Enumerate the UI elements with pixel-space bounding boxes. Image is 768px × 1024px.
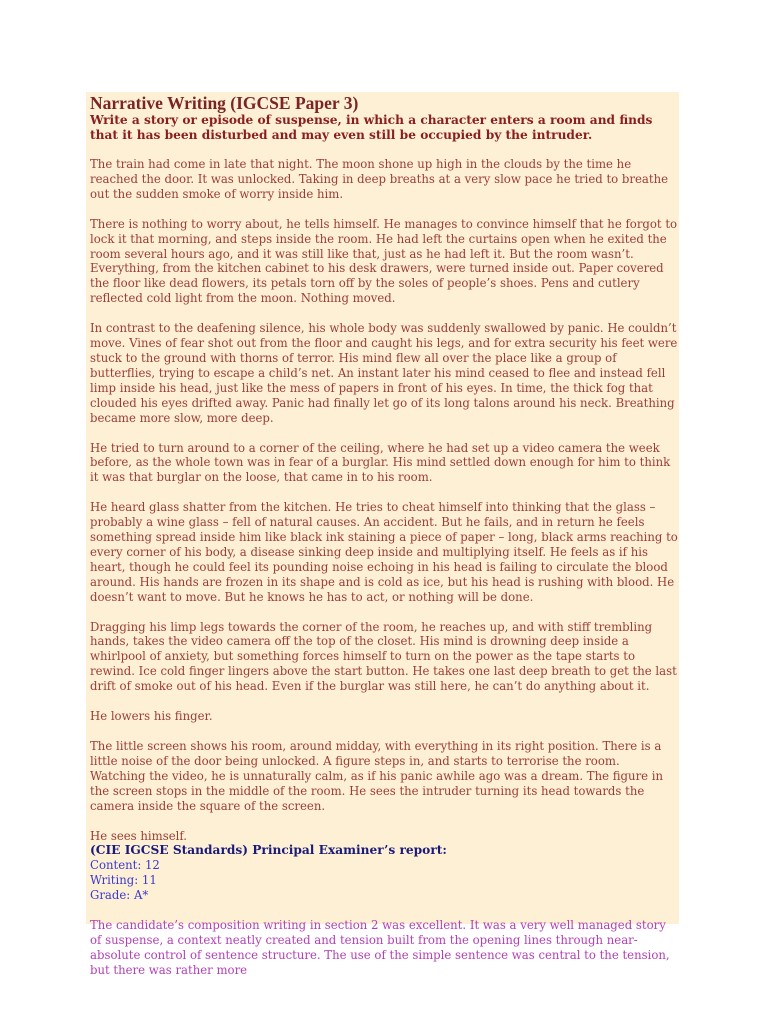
story-paragraph: He tried to turn around to a corner of the ceiling, where he had set up a video camera the week before, as the whole town was in fear of a burglar. His mind settled down enough for him to think it was that burglar on the loose, that came in to his room.: [90, 440, 671, 485]
story-paragraph: The little screen shows his room, around midday, with everything in its right position. There is a little noise of the door being unlocked. A figure steps in, and starts to terrorise the room. Watching the video, he is unnaturally calm, as if his panic awhile ago was a dream. The figure in the screen stops in the middle of the room. He sees the intruder turning its head towards the camera inside the square of the screen.: [90, 739, 664, 813]
document-content: [86, 92, 678, 977]
story-paragraph: In contrast to the deafening silence, his whole body was suddenly swallowed by panic. He couldn’t move. Vines of fear shot out from the floor and caught his legs, and for extra security his feet were stuck to the ground with thorns of terror. His mind flew all over the place like a group of butterflies, trying to escape a child’s net. An instant later his mind ceased to flee and instead fell limp inside his head, just like the mess of papers in front of his eyes. In time, the thick fog that clouded his eyes drifted away. Panic had finally let go of its long talons around his neck. Breathing became more slow, more deep.: [90, 321, 678, 425]
grade: Grade: A*: [90, 888, 149, 903]
story-paragraph: Dragging his limp legs towards the corner of the room, he reaches up, and with stiff trembling hands, takes the video camera off the top of the closet. His mind is drowning deep inside a whirlpool of anxiety, but something forces himself to turn on the power as the tape starts to rewind. Ice cold finger lingers above the start button. He takes one last deep breath to get the last drift of smoke out of his head. Even if the burglar was still here, he can’t do anything about it.: [90, 619, 677, 694]
score-list: [90, 858, 678, 902]
writing-score: Writing: 11: [90, 873, 157, 888]
document-panel: [86, 92, 679, 977]
story-paragraph: He heard glass shatter from the kitchen. He tries to cheat himself into thinking that the glass – probably a wine glass – fell of natural causes. An accident. But he fails, and in return he feels something spread inside him like black ink staining a piece of paper – long, black arms reaching to every corner of his body, a disease sinking deep inside and multiplying itself. He feels as if his heart, though he could feel its pounding noise echoing in his head is failing to circulate the blood around. His hands are frozen in its shape and is cold as ice, but his head is rushing with blood. He doesn’t want to move. But he knows he has to act, or nothing will be done.: [90, 500, 678, 604]
story-paragraph: The train had come in late that night. The moon shone up high in the clouds by the time he reached the door. It was unlocked. Taking in deep breaths at a very slow pace he tried to breathe out the sudden smoke of worry inside him.: [90, 157, 669, 201]
content-score: Content: 12: [90, 858, 160, 873]
essay-prompt: Write a story or episode of suspense, in which a character enters a room and finds that it has been disturbed and may even still be occupied by the intruder.: [90, 113, 653, 142]
examiner-report-title: (CIE IGCSE Standards) Principal Examiner’s report:: [90, 843, 447, 858]
story-closing-line: He sees himself.: [90, 828, 187, 843]
story-paragraph: There is nothing to worry about, he tells himself. He manages to convince himself that he forgot to lock it that morning, and steps inside the room. He had left the curtains open when he exited the room several hours ago, and it was still like that, just as he had left it. But the room wasn’t. Everything, from the kitchen cabinet to his desk drawers, were turned inside out. Paper covered the floor like dead flowers, its petals torn off by the soles of people’s shoes. Pens and cutlery reflected cold light from the moon. Nothing moved.: [90, 216, 678, 306]
examiner-comment: The candidate’s composition writing in section 2 was excellent. It was a very well managed story of suspense, a context neatly created and tension built from the opening lines through near-absolute control of sentence structure. The use of the simple sentence was central to the tension, but there was rather more: [90, 917, 670, 977]
document-title: Narrative Writing (IGCSE Paper 3): [90, 93, 359, 113]
story-paragraph: He lowers his finger.: [90, 709, 213, 724]
